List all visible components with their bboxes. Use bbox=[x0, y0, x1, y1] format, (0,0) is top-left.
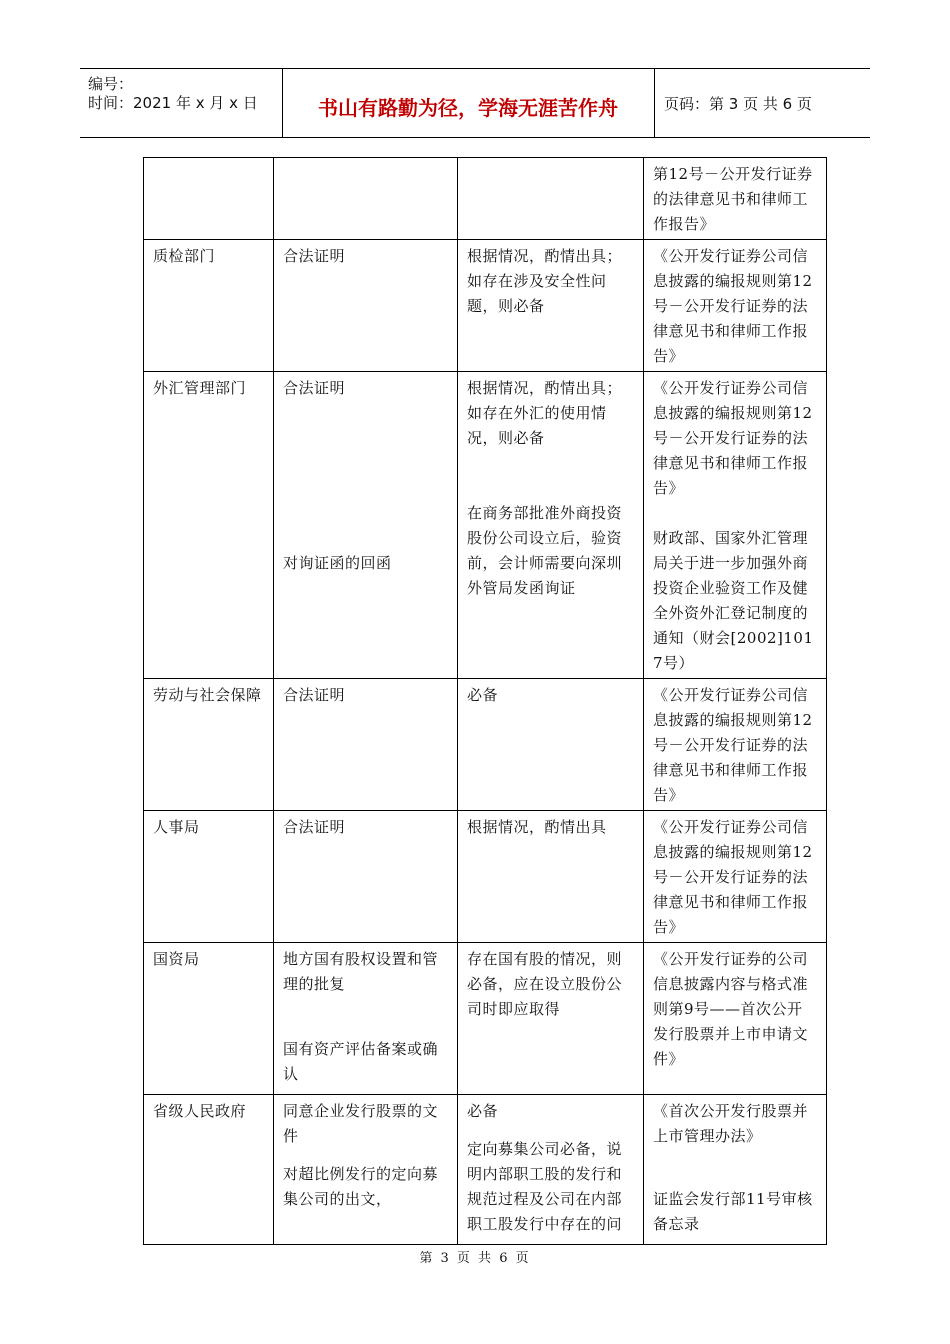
condition-cell: 必备 bbox=[458, 679, 644, 811]
dept-cell: 劳动与社会保障 bbox=[144, 679, 274, 811]
basis-cell bbox=[644, 372, 827, 679]
doc-text-2: 国有资产评估备案或确认 bbox=[283, 1040, 439, 1083]
doc-text: 同意企业发行股票的文件 bbox=[283, 1102, 439, 1145]
doc-number-label: 编号： bbox=[88, 75, 134, 93]
doc-cell bbox=[274, 943, 458, 1095]
dept-cell: 外汇管理部门 bbox=[144, 372, 274, 679]
condition-text-2: 定向募集公司必备，说明内部职工股的发行和规范过程及公司在内部职工股发行中存在的问 bbox=[467, 1140, 623, 1233]
doc-text: 地方国有股权设置和管理的批复 bbox=[283, 950, 439, 993]
condition-cell: 根据情况，酌情出具 bbox=[458, 811, 644, 943]
header-page-cell bbox=[654, 69, 870, 137]
basis-text-2: 证监会发行部11号审核备忘录 bbox=[653, 1190, 813, 1233]
dept-cell: 国资局 bbox=[144, 943, 274, 1095]
basis-text-2: 财政部、国家外汇管理局关于进一步加强外商投资企业验资工作及健全外资外汇登记制度的通知（财会[2002]1017号） bbox=[653, 529, 814, 672]
basis-cell: 第12号－公开发行证券的法律意见书和律师工作报告》 bbox=[644, 158, 827, 240]
doc-cell bbox=[274, 372, 458, 679]
condition-cell bbox=[458, 1095, 644, 1245]
date-label: 时间：2021 年 x 月 x 日 bbox=[88, 94, 258, 112]
header-meta-cell bbox=[80, 69, 283, 137]
condition-text: 根据情况，酌情出具；如存在外汇的使用情况，则必备 bbox=[467, 379, 623, 447]
doc-text-2: 对超比例发行的定向募集公司的出文， bbox=[283, 1165, 439, 1208]
basis-cell: 《公开发行证券公司信息披露的编报规则第12号－公开发行证券的法律意见书和律师工作报告》 bbox=[644, 679, 827, 811]
table-row bbox=[144, 679, 827, 811]
dept-cell: 省级人民政府 bbox=[144, 1095, 274, 1245]
table-row bbox=[144, 1095, 827, 1245]
table-row bbox=[144, 158, 827, 240]
doc-cell bbox=[274, 158, 458, 240]
table-row bbox=[144, 943, 827, 1095]
page-header bbox=[80, 68, 870, 138]
basis-text: 《公开发行证券公司信息披露的编报规则第12号－公开发行证券的法律意见书和律师工作报告》 bbox=[653, 379, 813, 497]
dept-cell: 人事局 bbox=[144, 811, 274, 943]
doc-text: 合法证明 bbox=[283, 379, 346, 397]
condition-text: 必备 bbox=[467, 1102, 499, 1120]
dept-cell bbox=[144, 158, 274, 240]
page-info: 页码：第 3 页 共 6 页 bbox=[664, 95, 812, 113]
condition-cell: 根据情况，酌情出具；如存在涉及安全性问题，则必备 bbox=[458, 240, 644, 372]
condition-cell bbox=[458, 158, 644, 240]
requirements-table bbox=[143, 157, 827, 1245]
doc-cell: 合法证明 bbox=[274, 679, 458, 811]
doc-cell: 合法证明 bbox=[274, 811, 458, 943]
dept-cell: 质检部门 bbox=[144, 240, 274, 372]
basis-cell: 《公开发行证券公司信息披露的编报规则第12号－公开发行证券的法律意见书和律师工作报告》 bbox=[644, 811, 827, 943]
basis-cell: 《公开发行证券公司信息披露的编报规则第12号－公开发行证券的法律意见书和律师工作报告》 bbox=[644, 240, 827, 372]
basis-cell bbox=[644, 1095, 827, 1245]
table-row bbox=[144, 811, 827, 943]
table-row bbox=[144, 240, 827, 372]
doc-cell bbox=[274, 1095, 458, 1245]
header-motto-cell bbox=[282, 69, 655, 137]
condition-cell bbox=[458, 372, 644, 679]
basis-text: 《首次公开发行股票并上市管理办法》 bbox=[653, 1102, 809, 1145]
page-footer: 第 3 页 共 6 页 bbox=[419, 1251, 531, 1266]
doc-cell: 合法证明 bbox=[274, 240, 458, 372]
table-row bbox=[144, 372, 827, 679]
motto: 书山有路勤为径，学海无涯苦作舟 bbox=[318, 96, 618, 120]
basis-cell: 《公开发行证券的公司信息披露内容与格式准则第9号——首次公开发行股票并上市申请文件》 bbox=[644, 943, 827, 1095]
condition-cell: 存在国有股的情况，则必备，应在设立股份公司时即应取得 bbox=[458, 943, 644, 1095]
condition-text-2: 在商务部批准外商投资股份公司设立后，验资前，会计师需要向深圳外管局发函询证 bbox=[467, 504, 623, 597]
doc-text-2: 对询证函的回函 bbox=[283, 554, 392, 572]
